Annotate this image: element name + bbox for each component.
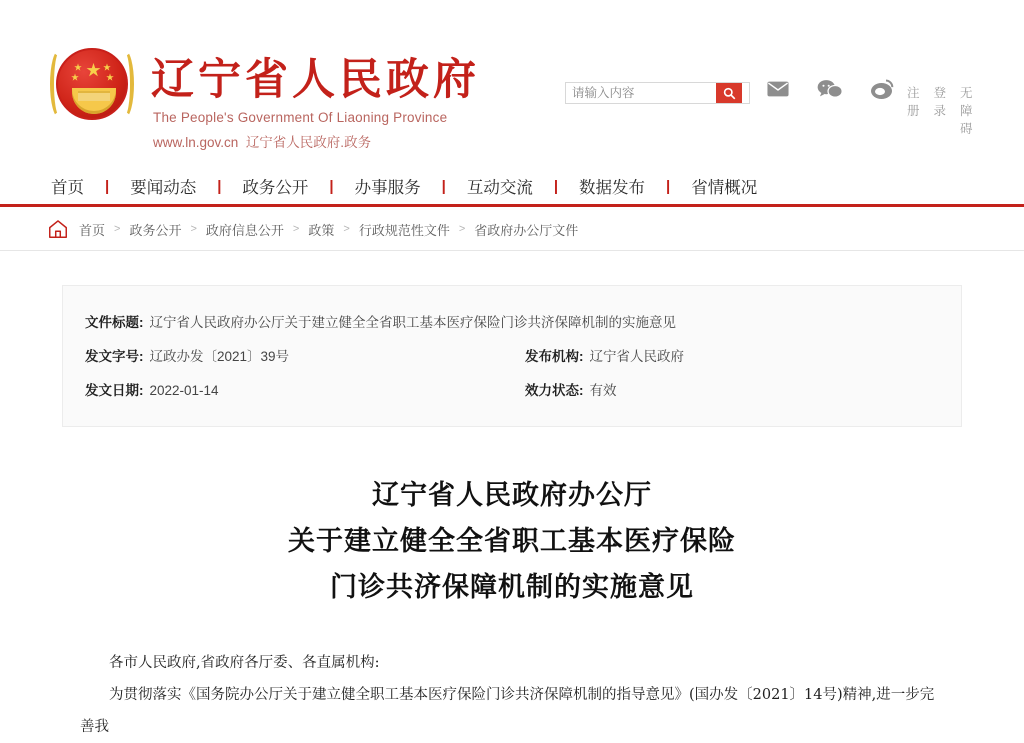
nav-item-affairs-disclosure[interactable]: 政务公开 [242, 179, 309, 197]
site-url: www.ln.gov.cn [153, 135, 239, 150]
nav-separator: | [105, 177, 110, 195]
breadcrumb-separator: > [292, 223, 300, 235]
search-icon[interactable] [716, 83, 742, 103]
nav-separator: | [441, 177, 446, 195]
search-input[interactable] [566, 83, 716, 103]
breadcrumb [47, 207, 977, 251]
home-icon[interactable] [47, 218, 69, 240]
breadcrumb-item-general-office-docs[interactable]: 省政府办公厅文件 [474, 222, 579, 238]
meta-row [85, 374, 939, 408]
meta-label: 文件标题: [85, 315, 144, 330]
breadcrumb-item-home[interactable]: 首页 [79, 222, 106, 238]
site-header [0, 0, 1024, 165]
meta-label: 发文字号: [85, 349, 144, 364]
meta-value: 2022-01-14 [149, 383, 219, 398]
meta-value: 辽政办发〔2021〕39号 [149, 349, 290, 364]
national-emblem-icon: ★ ★ ★ ★ ★ [50, 42, 134, 126]
meta-field-doc-number [85, 340, 525, 374]
meta-field-issuing-agency [525, 340, 684, 374]
meta-value: 辽宁省人民政府办公厅关于建立健全全省职工基本医疗保险门诊共济保障机制的实施意见 [149, 315, 676, 330]
header-icon-group [765, 76, 895, 102]
breadcrumb-item-normative-docs[interactable]: 行政规范性文件 [358, 222, 450, 238]
breadcrumb-separator: > [343, 223, 350, 235]
doc-title-line-3: 门诊共济保障机制的实施意见 [330, 572, 694, 602]
site-subtitle-en: The People's Government Of Liaoning Province [153, 110, 448, 125]
meta-row [85, 306, 939, 340]
site-subtitle-cn [153, 131, 371, 151]
doc-title-line-1: 辽宁省人民政府办公厅 [372, 480, 652, 510]
document-meta-box [62, 285, 962, 427]
nav-separator: | [329, 177, 334, 195]
nav-separator: | [217, 177, 222, 195]
page-title [62, 473, 962, 609]
nav-item-province-overview[interactable]: 省情概况 [691, 179, 758, 197]
doc-paragraph-1: 为贯彻落实《国务院办公厅关于建立健全职工基本医疗保险门诊共济保障机制的指导意见》(国办发〔2021〕14号)精神,进一步完善我 [80, 687, 935, 735]
document-body [62, 647, 962, 743]
meta-row [85, 340, 939, 374]
breadcrumb-item-affairs-disclosure[interactable]: 政务公开 [129, 222, 182, 238]
breadcrumb-separator: > [114, 223, 121, 235]
wechat-icon[interactable] [817, 76, 843, 102]
nav-item-data-release[interactable]: 数据发布 [579, 179, 646, 197]
meta-field-title [85, 306, 676, 340]
breadcrumb-item-policy[interactable]: 政策 [308, 222, 335, 238]
nav-separator: | [666, 177, 671, 195]
meta-label: 发布机构: [525, 349, 584, 364]
doc-title-line-2: 关于建立健全全省职工基本医疗保险 [288, 526, 736, 556]
doc-paragraph-salutation: 各市人民政府,省政府各厅委、各直属机构: [109, 655, 380, 671]
document-content [62, 251, 962, 743]
header-links [907, 83, 977, 137]
login-link[interactable]: 登录 [933, 86, 947, 118]
site-title: 辽宁省人民政府 [151, 55, 480, 105]
nav-item-services[interactable]: 办事服务 [354, 179, 421, 197]
search-box[interactable] [565, 82, 750, 104]
meta-value: 辽宁省人民政府 [589, 349, 684, 364]
main-nav [0, 165, 1024, 207]
nav-item-interaction[interactable]: 互动交流 [466, 179, 533, 197]
meta-field-issue-date [85, 374, 525, 408]
mail-icon[interactable] [765, 76, 791, 102]
nav-item-news[interactable]: 要闻动态 [130, 179, 197, 197]
weibo-icon[interactable] [869, 76, 895, 102]
nav-separator: | [553, 177, 559, 195]
accessibility-link[interactable]: 无障碍 [960, 86, 973, 136]
meta-field-status [525, 374, 617, 408]
breadcrumb-item-gov-info-disclosure[interactable]: 政府信息公开 [205, 222, 284, 238]
site-subtitle-cn-text: 辽宁省人民政府.政务 [245, 135, 372, 150]
nav-item-home[interactable]: 首页 [51, 179, 84, 197]
meta-label: 效力状态: [525, 383, 584, 398]
breadcrumb-separator: > [190, 223, 197, 235]
status-badge: 有效 [589, 383, 617, 398]
meta-label: 发文日期: [85, 383, 144, 398]
register-link[interactable]: 注册 [907, 86, 920, 118]
breadcrumb-separator: > [458, 223, 466, 235]
breadcrumb-bar [0, 207, 1024, 251]
